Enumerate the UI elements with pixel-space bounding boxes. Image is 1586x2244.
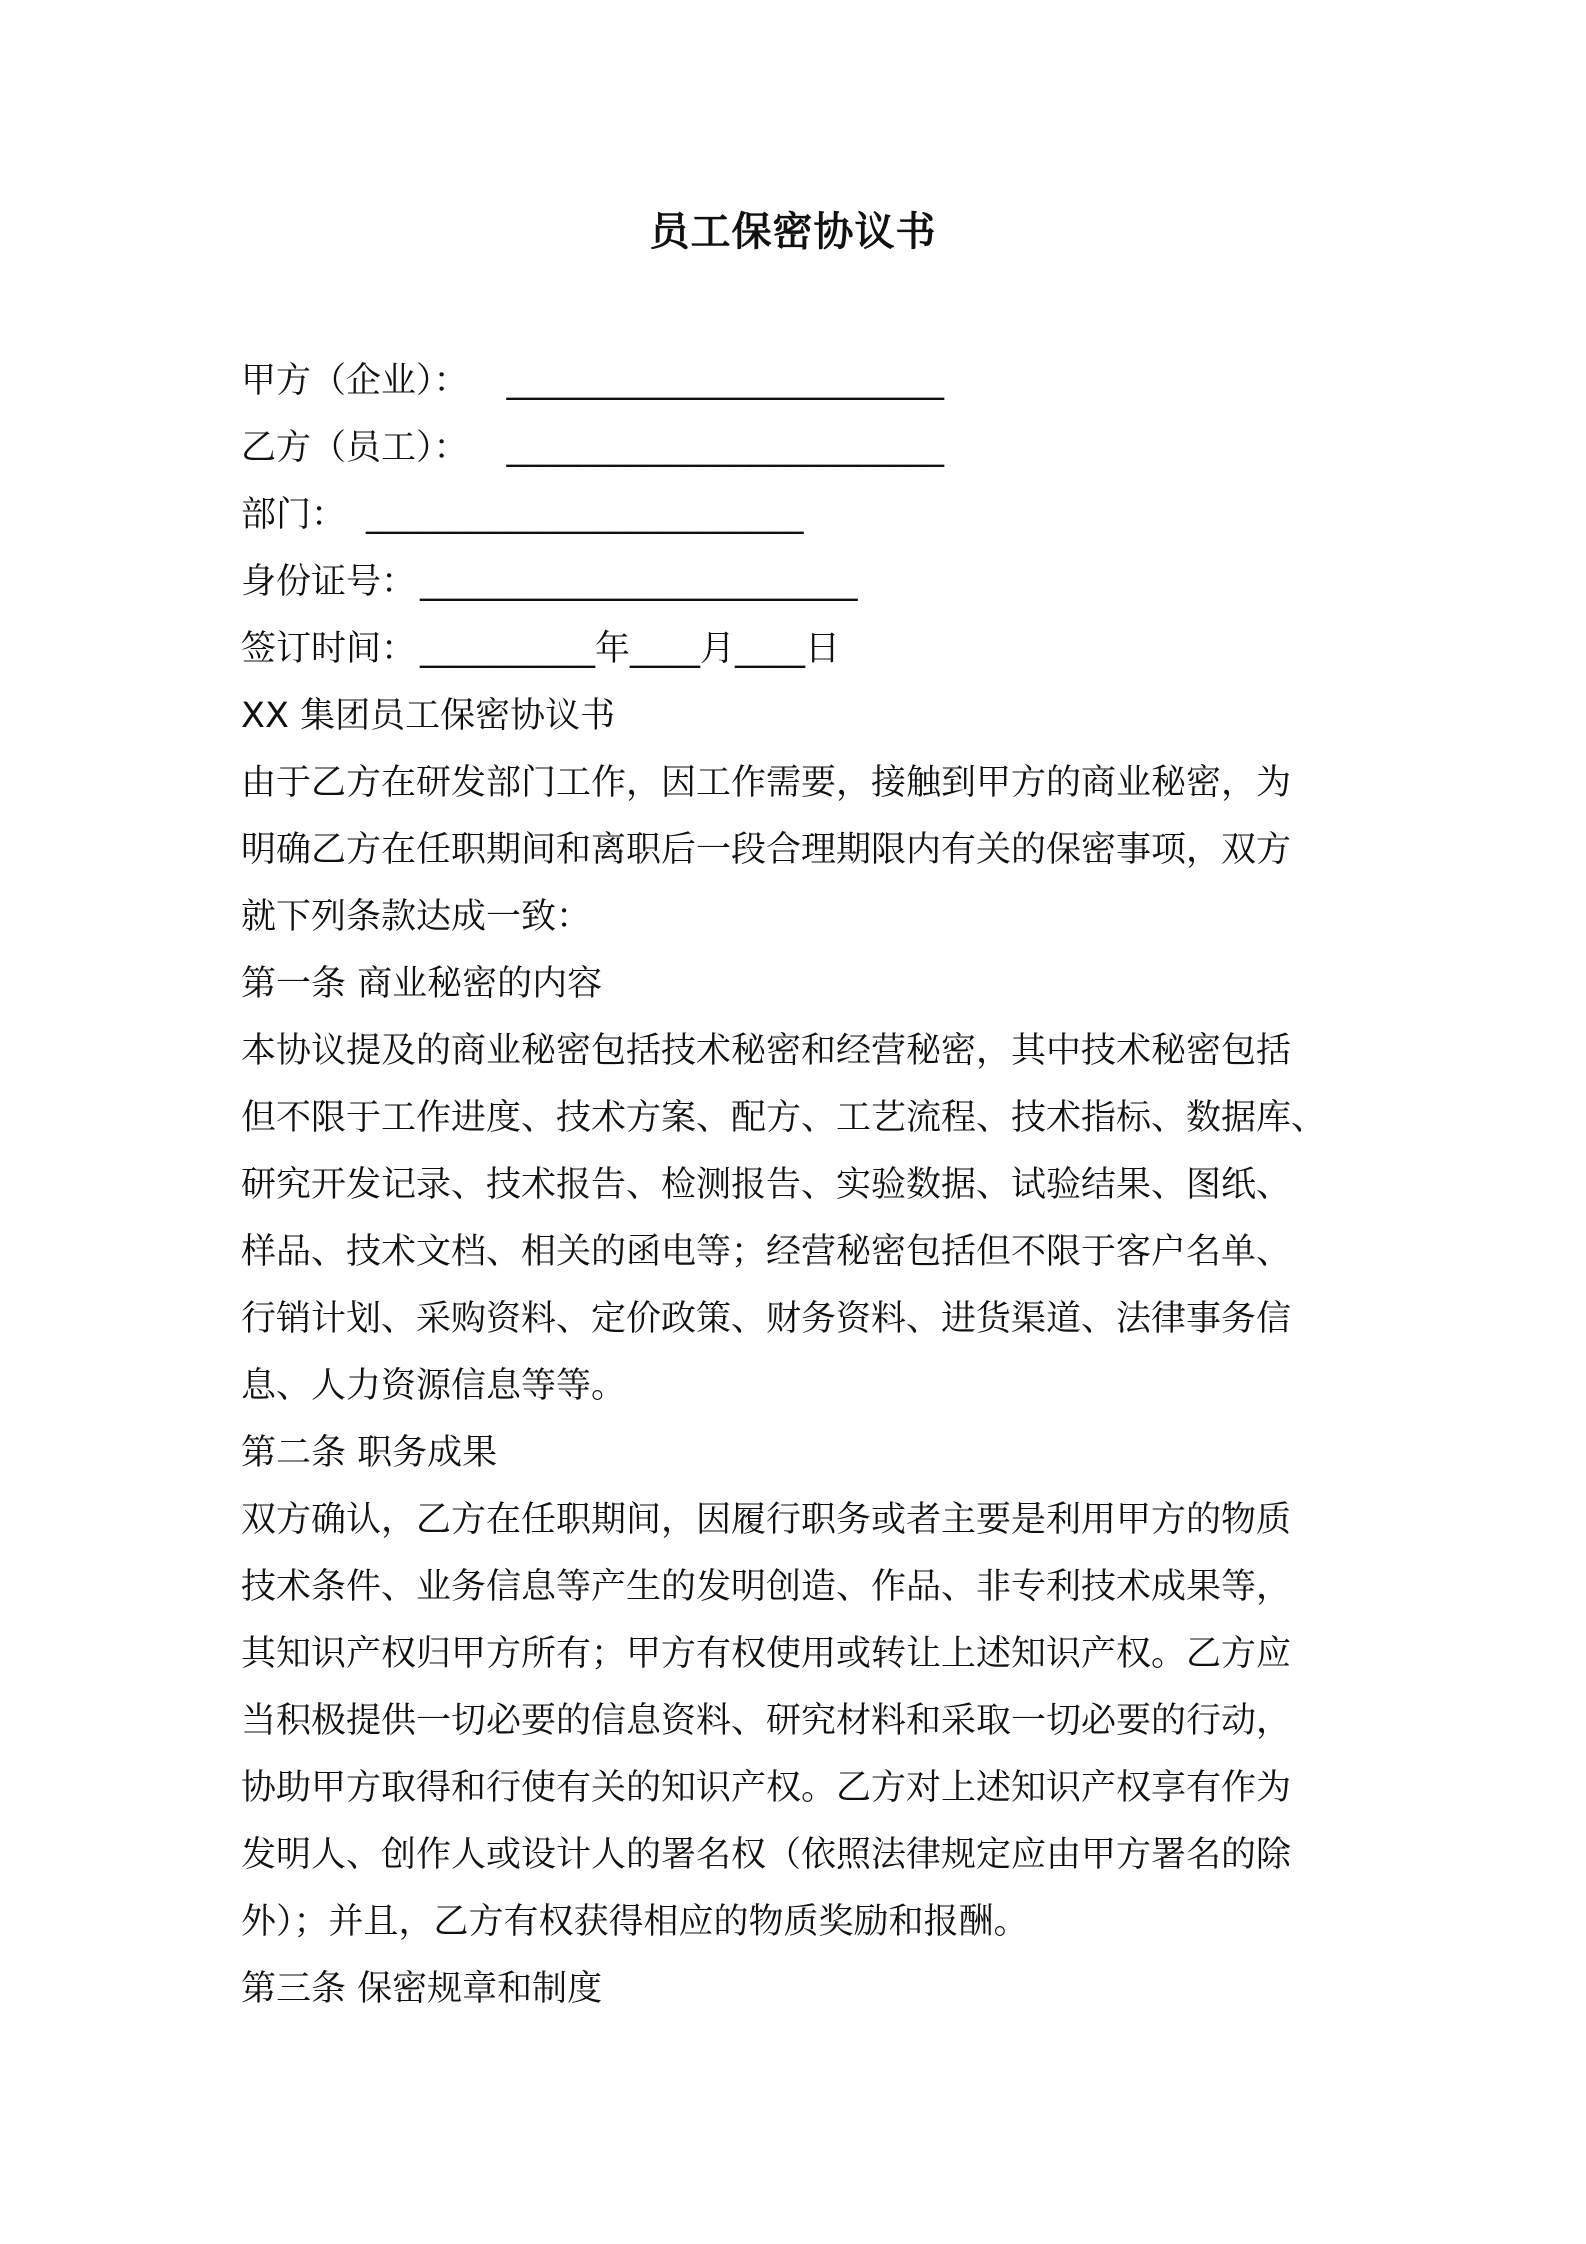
- article-2-line: 双方确认，乙方在任职期间，因履行职务或者主要是利用甲方的物质: [241, 1500, 1292, 1540]
- article-2-line: 外）；并且，乙方有权获得相应的物质奖励和报酬。: [241, 1902, 1029, 1942]
- party-b-label: 乙方（员工）：: [241, 428, 469, 468]
- article-2-line: 其知识产权归甲方所有；甲方有权使用或转让上述知识产权。乙方应: [241, 1634, 1292, 1674]
- intro-line: 就下列条款达成一致：: [241, 897, 592, 937]
- id-number-blank[interactable]: _________________________: [420, 562, 858, 602]
- article-1-line: 但不限于工作进度、技术方案、配方、工艺流程、技术指标、数据库、: [241, 1098, 1327, 1138]
- article-2-line: 协助甲方取得和行使有关的知识产权。乙方对上述知识产权享有作为: [241, 1768, 1292, 1808]
- article-2-paragraph: [241, 1487, 1351, 1956]
- id-number-label: 身份证号：: [241, 562, 417, 602]
- article-3-heading: 第三条 保密规章和制度: [241, 1969, 603, 2009]
- department-blank[interactable]: _________________________: [366, 495, 804, 535]
- document-body: [241, 348, 1351, 2023]
- article-2-heading: 第二条 职务成果: [241, 1433, 498, 1473]
- document-title: 员工保密协议书: [649, 209, 937, 255]
- intro-line: 明确乙方在任职期间和离职后一段合理期限内有关的保密事项，双方: [241, 830, 1292, 870]
- department-field: [241, 482, 1351, 549]
- article-1-paragraph: [241, 1018, 1351, 1420]
- article-2-line: 技术条件、业务信息等产生的发明创造、作品、非专利技术成果等，: [241, 1567, 1292, 1607]
- sign-date-label: 签订时间：: [241, 629, 417, 669]
- article-1-line: 样品、技术文档、相关的函电等；经营秘密包括但不限于客户名单、: [241, 1232, 1292, 1272]
- document-subtitle: XX 集团员工保密协议书: [241, 696, 616, 736]
- article-2-line: 当积极提供一切必要的信息资料、研究材料和采取一切必要的行动，: [241, 1701, 1292, 1741]
- sign-date-field: [241, 616, 1351, 683]
- intro-paragraph: [241, 750, 1351, 951]
- party-b-blank[interactable]: _________________________: [506, 428, 945, 468]
- party-a-field: [241, 348, 1351, 415]
- id-number-field: [241, 549, 1351, 616]
- article-1-line: 研究开发记录、技术报告、检测报告、实验数据、试验结果、图纸、: [241, 1165, 1292, 1205]
- article-1-heading: 第一条 商业秘密的内容: [241, 964, 603, 1004]
- article-1-line: 本协议提及的商业秘密包括技术秘密和经营秘密，其中技术秘密包括: [241, 1031, 1292, 1071]
- intro-line: 由于乙方在研发部门工作，因工作需要，接触到甲方的商业秘密，为: [241, 763, 1292, 803]
- article-1-line: 行销计划、采购资料、定价政策、财务资料、进货渠道、法律事务信: [241, 1299, 1292, 1339]
- party-a-label: 甲方（企业）：: [241, 361, 469, 401]
- article-2-line: 发明人、创作人或设计人的署名权（依照法律规定应由甲方署名的除: [241, 1835, 1292, 1875]
- party-b-field: [241, 415, 1351, 482]
- party-a-blank[interactable]: _________________________: [506, 361, 945, 401]
- article-1-line: 息、人力资源信息等等。: [241, 1366, 627, 1406]
- sign-date-blank[interactable]: __________年____月____日: [420, 629, 841, 669]
- department-label: 部门：: [241, 495, 347, 535]
